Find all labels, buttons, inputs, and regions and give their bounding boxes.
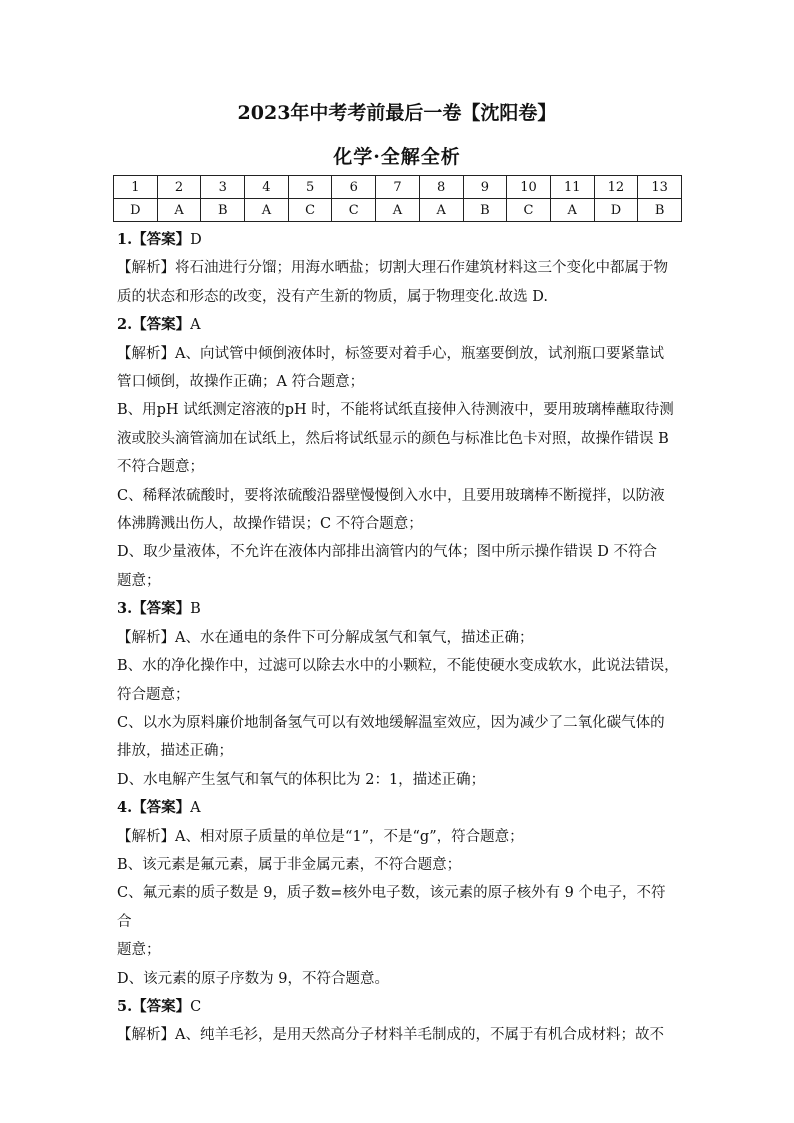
answer-tag: 【答案】 <box>132 316 191 334</box>
answer-table-answer-row <box>114 199 682 222</box>
answer-cell: A <box>157 199 201 222</box>
question-number-cell: 2 <box>157 176 201 199</box>
explanation-line: D、水电解产生氢气和氧气的体积比为 2：1，描述正确； <box>117 771 486 788</box>
answer-cell: B <box>463 199 507 222</box>
answer-cell: A <box>550 199 594 222</box>
answer-cell: D <box>594 199 638 222</box>
answer-tag: 【答案】 <box>132 231 191 248</box>
question-number-cell: 12 <box>594 176 638 199</box>
explanation-line: 题意； <box>117 572 161 589</box>
explanation-line: 【解析】A、纯羊毛衫，是用天然高分子材料羊毛制成的，不属于有机合成材料；故不 <box>117 1027 664 1044</box>
explanation-line: 【解析】A、水在通电的条件下可分解成氢气和氧气，描述正确； <box>117 629 534 646</box>
answer-cell: A <box>376 199 420 222</box>
answer-tag: 【答案】 <box>132 799 191 817</box>
page-subtitle: 化学·全解全析 <box>333 146 461 168</box>
question-number: 4. <box>117 799 133 817</box>
answer-cell: C <box>507 199 551 222</box>
explanation-line: 不符合题意； <box>117 459 204 476</box>
answer-heading <box>117 595 679 623</box>
question-number-cell: 3 <box>201 176 245 199</box>
question-number: 1. <box>117 231 133 248</box>
explanation-line: B、用pH 试纸测定溶液的pH 时，不能将试纸直接伸入待测液中，要用玻璃棒蘸取待测 <box>117 402 674 419</box>
explanation-line: 排放，描述正确； <box>117 743 233 760</box>
explanation-line: C、氟元素的质子数是 9，质子数=核外电子数，该元素的原子核外有 9 个电子，不符合 <box>117 885 666 930</box>
answer-value: D <box>190 232 202 248</box>
answer-table <box>113 175 682 222</box>
answer-heading <box>117 226 679 254</box>
question-number: 5. <box>117 997 133 1015</box>
explanation-line: 质的状态和形态的改变，没有产生新的物质，属于物理变化.故选 D. <box>117 288 548 305</box>
question-number-cell: 4 <box>245 176 289 199</box>
explanation-line: D、该元素的原子序数为 9，不符合题意。 <box>117 970 389 987</box>
explanation-line: C、稀释浓硫酸时，要将浓硫酸沿器壁慢慢倒入水中，且要用玻璃棒不断搅拌，以防液 <box>117 487 665 504</box>
question-number-cell: 1 <box>114 176 158 199</box>
answer-heading <box>117 993 679 1021</box>
question-number-cell: 6 <box>332 176 376 199</box>
answer-cell: A <box>245 199 289 222</box>
explanation-line: C、以水为原料廉价地制备氢气可以有效地缓解温室效应，因为减少了二氧化碳气体的 <box>117 714 665 731</box>
explanation-line: B、该元素是氟元素，属于非金属元素，不符合题意； <box>117 856 462 873</box>
answer-cell: B <box>201 199 245 222</box>
question-number: 2. <box>117 316 133 334</box>
answer-value: A <box>190 800 201 817</box>
explanation-line: 题意； <box>117 942 161 959</box>
page-title: 2023年中考考前最后一卷【沈阳卷】 <box>237 102 557 124</box>
answer-cell: D <box>114 199 158 222</box>
explanation-line: 体沸腾溅出伤人，故操作错误；C 不符合题意； <box>117 516 423 533</box>
explanation-line: 【解析】A、向试管中倾倒液体时，标签要对着手心，瓶塞要倒放，试剂瓶口要紧靠试 <box>117 345 664 362</box>
explanation-line: 【解析】将石油进行分馏；用海水晒盐；切割大理石作建筑材料这三个变化中都属于物 <box>117 260 668 277</box>
answer-tag: 【答案】 <box>132 997 191 1015</box>
answer-value: C <box>190 998 202 1015</box>
question-number-cell: 7 <box>376 176 420 199</box>
explanation-line: 【解析】A、相对原子质量的单位是“1”，不是“g”，符合题意； <box>117 828 524 845</box>
answer-cell: C <box>332 199 376 222</box>
question-number-cell: 9 <box>463 176 507 199</box>
answer-tag: 【答案】 <box>132 600 191 618</box>
question-number: 3. <box>117 600 133 618</box>
answer-heading <box>117 794 679 822</box>
answer-value: A <box>190 317 201 334</box>
answer-cell: B <box>638 199 682 222</box>
question-number-cell: 8 <box>419 176 463 199</box>
explanation-line: B、水的净化操作中，过滤可以除去水中的小颗粒，不能使硬水变成软水，此说法错误， <box>117 658 679 675</box>
answer-heading <box>117 311 679 339</box>
question-number-cell: 11 <box>550 176 594 199</box>
answer-value: B <box>190 601 201 618</box>
explanation-line: D、取少量液体，不允许在液体内部排出滴管内的气体；图中所示操作错误 D 不符合 <box>117 544 657 561</box>
answer-cell: A <box>419 199 463 222</box>
question-number-cell: 10 <box>507 176 551 199</box>
answer-table-number-row <box>114 176 682 199</box>
answer-cell: C <box>288 199 332 222</box>
explanation-line: 液或胶头滴管滴加在试纸上，然后将试纸显示的颜色与标准比色卡对照，故操作错误 B <box>117 430 669 447</box>
explanation-line: 管口倾倒，故操作正确；A 符合题意； <box>117 374 365 391</box>
explanation-line: 符合题意； <box>117 686 190 703</box>
solutions-body <box>117 226 679 1050</box>
question-number-cell: 13 <box>638 176 682 199</box>
question-number-cell: 5 <box>288 176 332 199</box>
